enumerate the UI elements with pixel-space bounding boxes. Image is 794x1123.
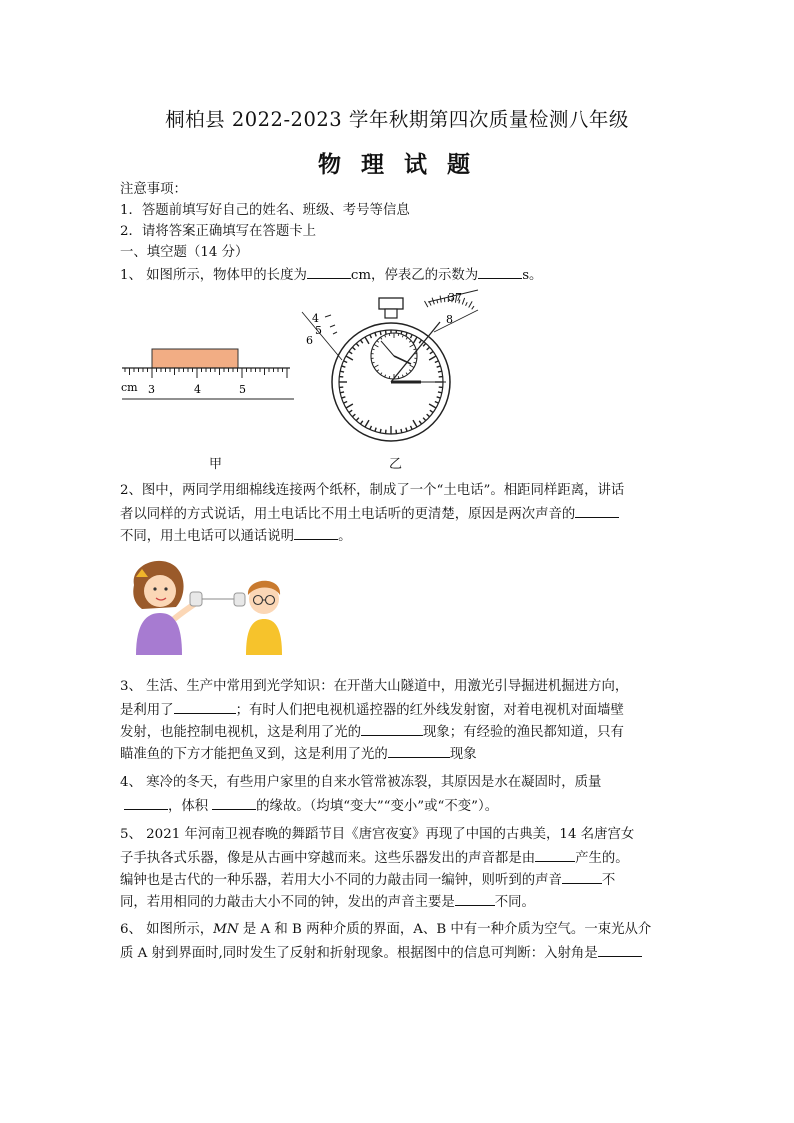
magnify-scale-tick bbox=[429, 302, 431, 306]
magnify-tick bbox=[330, 325, 335, 327]
answer-blank bbox=[535, 847, 575, 862]
dial-tick bbox=[438, 371, 442, 372]
string-telephone-illustration bbox=[124, 555, 296, 660]
ruler-tick-label: 5 bbox=[239, 383, 246, 396]
question-2-line-2: 者以同样的方式说话，用土电话比不用土电话听的更清楚，原因是两次声音的 bbox=[120, 503, 700, 525]
question-6-line-1: 6、 如图所示，MN 是 A 和 B 两种介质的界面，A、B 中有一种介质为空气。一束光从介 bbox=[120, 922, 652, 937]
ruler-tick-label: 3 bbox=[148, 383, 155, 396]
answer-blank bbox=[294, 525, 338, 540]
question-5-line-3: 编钟也是古代的一种乐器，若用大小不同的力敲击同一编钟，则听到的声音 不 bbox=[120, 869, 700, 891]
notes-heading: 注意事项： bbox=[120, 182, 187, 197]
dial-tick bbox=[398, 376, 399, 378]
question-3-line-3: 发射，也能控制电视机，这是利用了光的 现象；有经验的渔民都知道，只有 bbox=[120, 721, 700, 743]
question-4-line-2: ，体积 的缘故。（均填“变大”“变小”或“不变”）。 bbox=[120, 795, 700, 817]
magnify-label: 37 bbox=[448, 291, 462, 304]
dial-tick bbox=[389, 376, 390, 378]
dial-tick bbox=[380, 331, 381, 335]
question-5-line-1: 5、 2021 年河南卫视春晚的舞蹈节目《唐宫夜宴》再现了中国的古典美，14 名唐宫女 bbox=[120, 827, 635, 842]
magnify-label: 5 bbox=[315, 324, 322, 337]
question-3-line-4: 瞄准鱼的下方才能把鱼叉到，这是利用了光的 现象 bbox=[120, 743, 700, 765]
answer-blank bbox=[307, 264, 351, 279]
girl-face bbox=[144, 575, 176, 607]
dial-tick bbox=[438, 392, 442, 393]
ruler-ticks bbox=[125, 368, 287, 378]
section-heading: 一、填空题（14 分） bbox=[120, 245, 249, 260]
question-5-line-2: 子手执各式乐器，像是从古画中穿越而来。这些乐器发出的声音都是由 产生的。 bbox=[120, 847, 700, 869]
exam-title: 桐柏县 2022-2023 学年秋期第四次质量检测八年级 bbox=[165, 108, 629, 131]
dial-tick bbox=[398, 334, 399, 336]
question-6-line-2: 质 A 射到界面时,同时发生了反射和折射现象。根据图中的信息可判断：入射角是 bbox=[120, 942, 700, 964]
answer-blank bbox=[124, 795, 168, 810]
dial-tick bbox=[340, 371, 344, 372]
magnify-scale-tick bbox=[440, 296, 441, 303]
answer-blank bbox=[174, 699, 236, 714]
magnify-label: 6 bbox=[306, 334, 313, 347]
question-1: 1、 如图所示，物体甲的长度为 cm，停表乙的示数为 s。 bbox=[120, 264, 700, 286]
stopwatch-stem bbox=[385, 309, 397, 318]
answer-blank bbox=[575, 503, 619, 518]
question-2-line-1: 2、图中，两同学用细棉线连接两个纸杯，制成了一个“土电话”。相距同样距离，讲话 bbox=[120, 483, 625, 498]
magnify-tick bbox=[325, 315, 331, 317]
dial-tick bbox=[389, 334, 390, 336]
exam-subtitle: 物 理 试 题 bbox=[317, 151, 477, 178]
answer-blank bbox=[388, 743, 450, 758]
question-3-line-1: 3、 生活、生产中常用到光学知识：在开凿大山隧道中，用激光引导掘进机掘进方向， bbox=[120, 679, 629, 694]
answer-blank bbox=[361, 721, 423, 736]
magnify-scale-tick bbox=[469, 301, 472, 307]
ruler-unit: cm bbox=[121, 381, 138, 394]
magnify-scale-tick bbox=[462, 298, 464, 305]
answer-blank bbox=[598, 942, 642, 957]
figure-caption-yi: 乙 bbox=[389, 457, 403, 472]
note-item-1: 1．答题前填写好自己的姓名、班级、考号等信息 bbox=[120, 203, 410, 218]
ruler-tick-label: 4 bbox=[194, 383, 201, 396]
answer-blank bbox=[455, 891, 495, 906]
question-2-line-3: 不同，用土电话可以通话说明 。 bbox=[120, 525, 700, 547]
magnify-scale-tick bbox=[425, 301, 428, 307]
figure-caption-jia: 甲 bbox=[209, 457, 223, 472]
stopwatch-crown bbox=[379, 298, 403, 309]
answer-blank bbox=[212, 795, 256, 810]
note-item-2: 2．请将答案正确填写在答题卡上 bbox=[120, 224, 316, 239]
answer-blank bbox=[478, 264, 522, 279]
paper-cup-icon bbox=[234, 593, 245, 606]
dial-tick bbox=[380, 429, 381, 433]
object-block bbox=[152, 349, 238, 368]
question-5-line-4: 同，若用相同的力敲击大小不同的钟，发出的声音主要是 不同。 bbox=[120, 891, 700, 913]
stopwatch-figure bbox=[298, 284, 488, 444]
ruler-figure bbox=[118, 340, 298, 404]
paper-cup-icon bbox=[190, 592, 202, 606]
magnify-label: 8 bbox=[446, 313, 453, 326]
magnify-scale-tick bbox=[466, 302, 468, 306]
magnify-scale-tick bbox=[472, 306, 474, 309]
dial-tick bbox=[340, 392, 344, 393]
answer-blank bbox=[562, 869, 602, 884]
question-4-line-1: 4、 寒冷的冬天，有些用户家里的自来水管常被冻裂，其原因是水在凝固时，质量 bbox=[120, 775, 602, 790]
boy-shirt bbox=[246, 619, 282, 655]
magnify-label: 4 bbox=[312, 312, 319, 325]
question-3-line-2: 是利用了 ；有时人们把电视机遥控器的红外线发射窗，对着电视机对面墙壁 bbox=[120, 699, 700, 721]
magnify-tick bbox=[333, 332, 337, 334]
dial-tick bbox=[401, 429, 402, 433]
magnify-line bbox=[434, 310, 478, 332]
